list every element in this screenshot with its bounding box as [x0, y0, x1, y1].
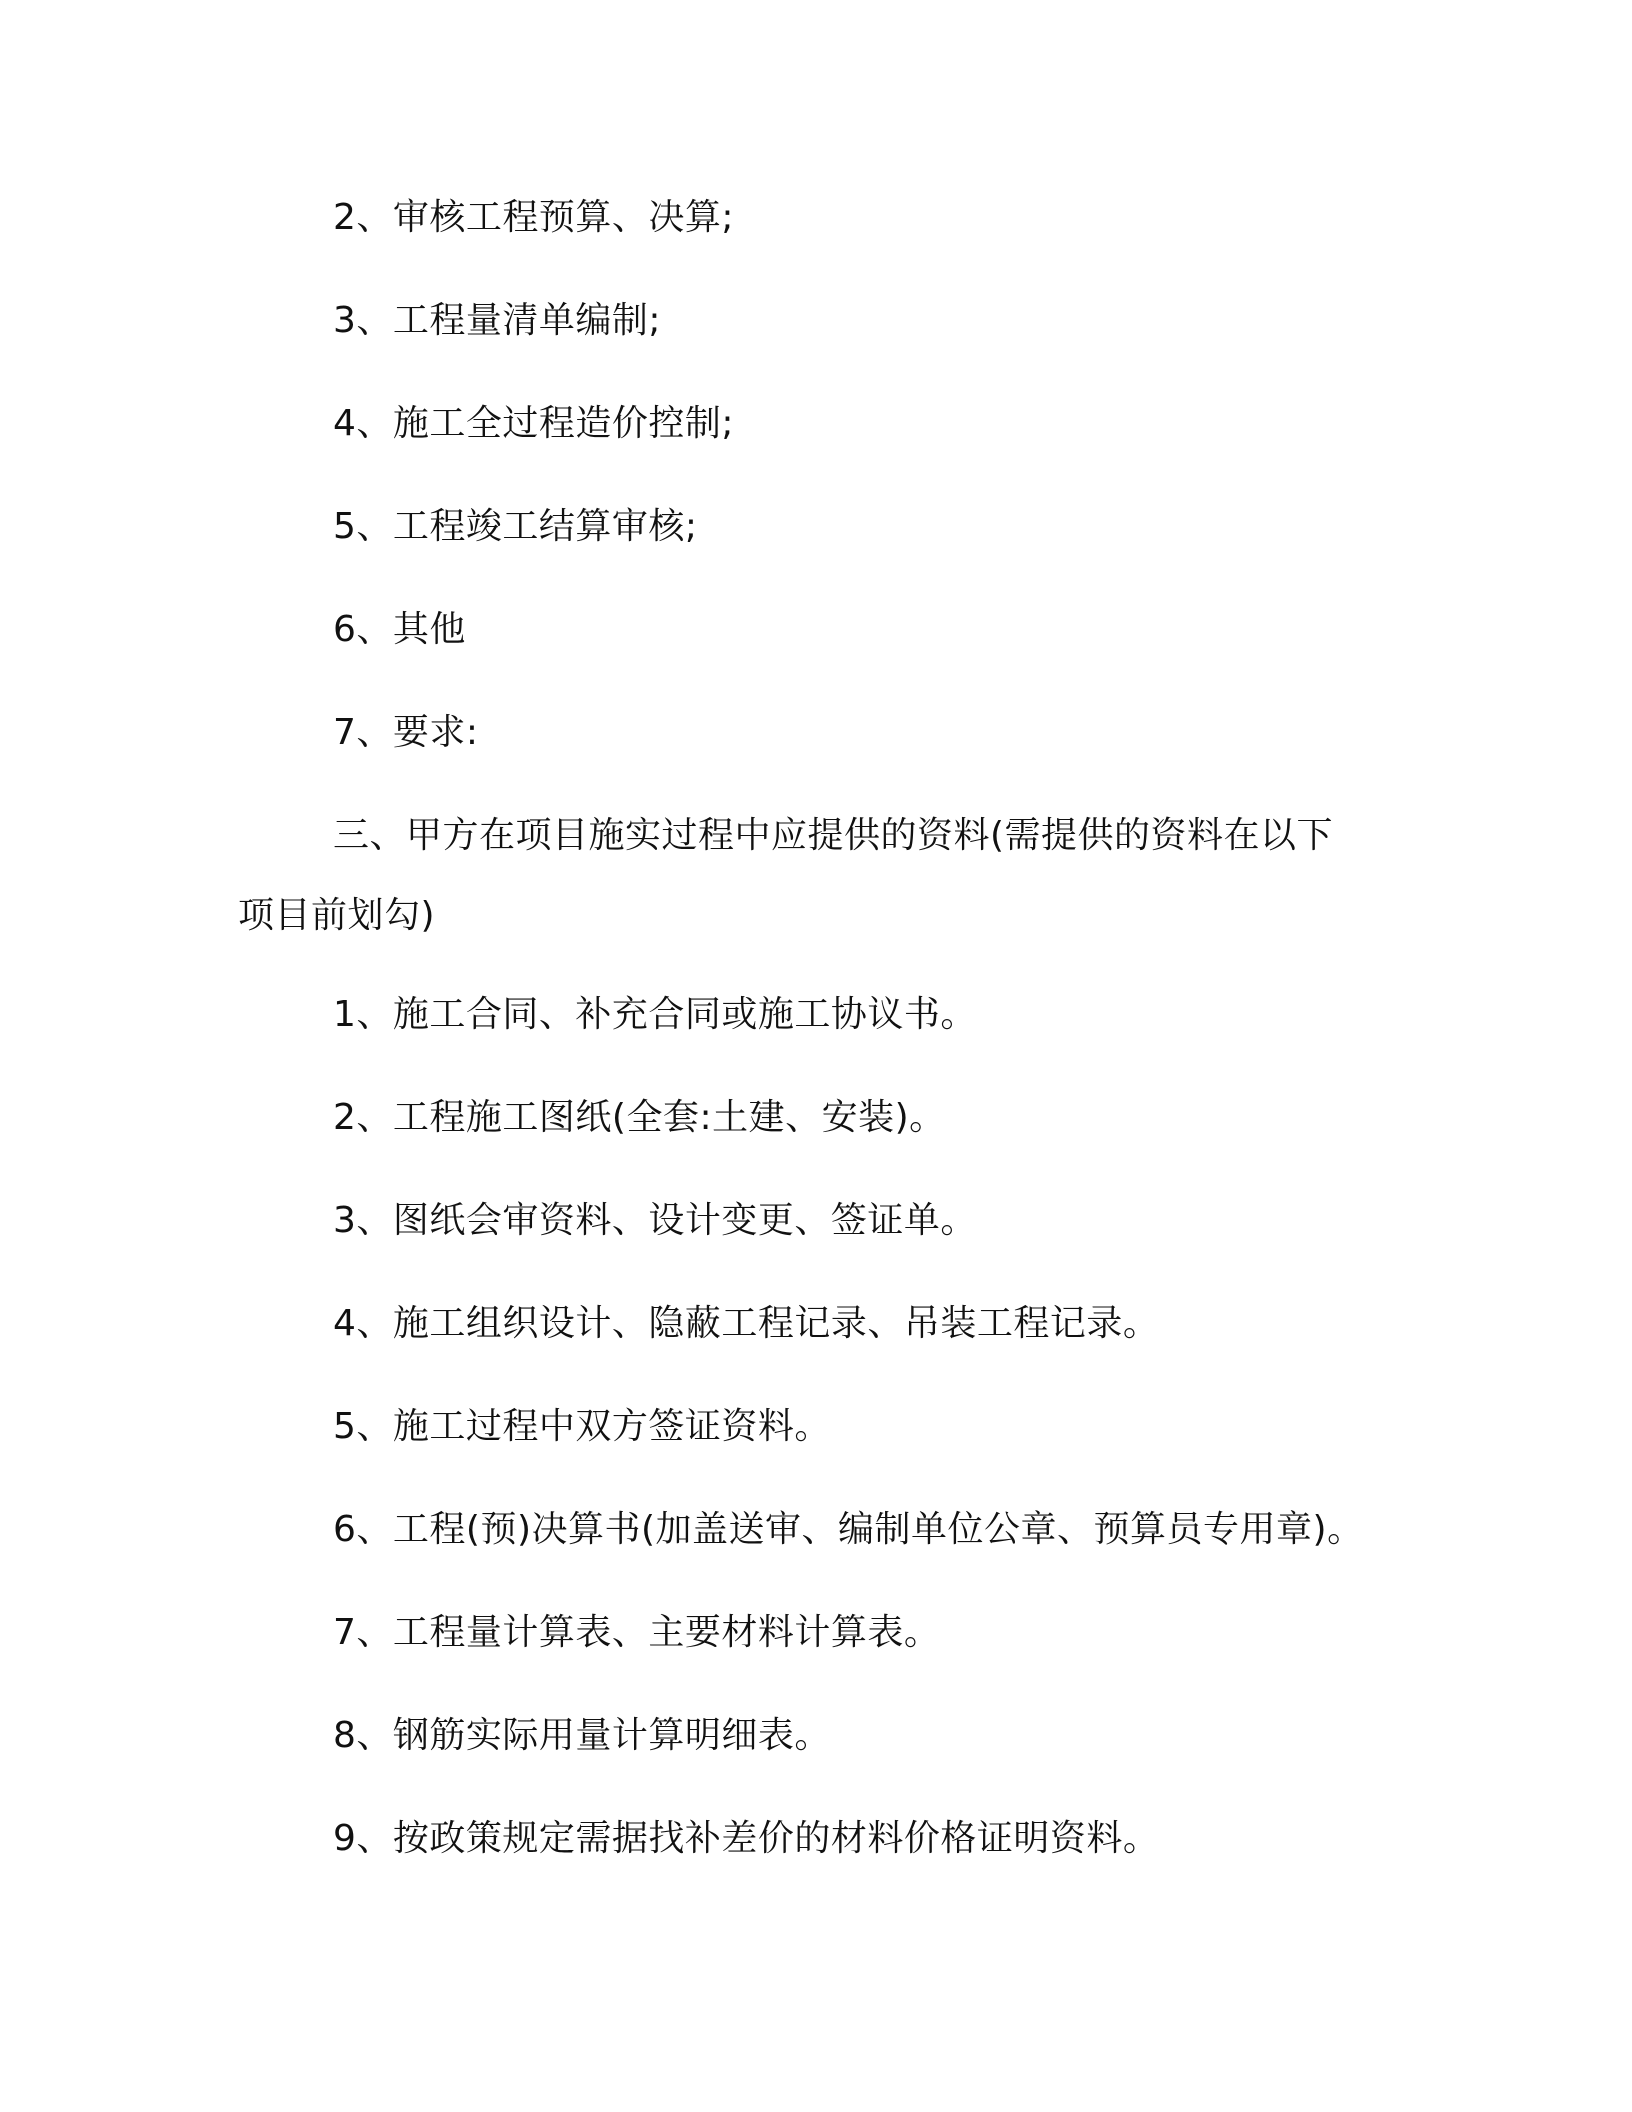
list-item: 3、工程量清单编制;: [333, 300, 662, 341]
list-item: 9、按政策规定需据找补差价的材料价格证明资料。: [333, 1818, 1160, 1859]
list-item: 8、钢筋实际用量计算明细表。: [333, 1715, 831, 1756]
list-item: 1、施工合同、补充合同或施工协议书。: [333, 994, 977, 1035]
list-item: 6、工程(预)决算书(加盖送审、编制单位公章、预算员专用章)。: [333, 1509, 1364, 1550]
list-item: 7、工程量计算表、主要材料计算表。: [333, 1612, 941, 1653]
list-item: 7、要求:: [333, 712, 479, 753]
section-heading-continuation: 项目前划勾): [238, 895, 436, 936]
section-heading: 三、甲方在项目施实过程中应提供的资料(需提供的资料在以下: [333, 815, 1334, 856]
list-item: 3、图纸会审资料、设计变更、签证单。: [333, 1200, 977, 1241]
list-item: 6、其他: [333, 609, 466, 650]
list-item: 4、施工全过程造价控制;: [333, 403, 735, 444]
list-item: 2、工程施工图纸(全套:土建、安装)。: [333, 1097, 946, 1138]
list-item: 5、施工过程中双方签证资料。: [333, 1406, 831, 1447]
list-item: 2、审核工程预算、决算;: [333, 197, 735, 238]
list-item: 5、工程竣工结算审核;: [333, 506, 698, 547]
list-item: 4、施工组织设计、隐蔽工程记录、吊装工程记录。: [333, 1303, 1160, 1344]
